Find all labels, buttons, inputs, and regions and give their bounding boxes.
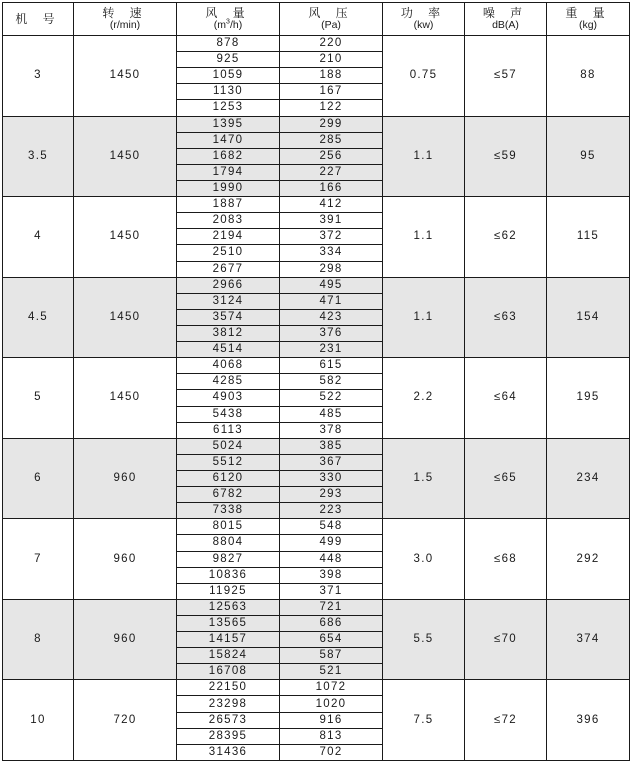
cell-pressure: 223 [280,503,383,519]
cell-airflow: 8804 [177,535,280,551]
header-row [3,3,630,36]
header-speed-unit: (r/min) [109,19,141,31]
cell-airflow: 5438 [177,406,280,422]
cell-pressure: 522 [280,390,383,406]
header-power [383,3,465,36]
cell-airflow: 2510 [177,245,280,261]
cell-power: 1.5 [383,438,465,519]
cell-pressure: 1072 [280,680,383,696]
table-row [3,358,630,374]
cell-pressure: 702 [280,744,383,760]
cell-pressure: 378 [280,422,383,438]
cell-pressure: 495 [280,277,383,293]
cell-pressure: 548 [280,519,383,535]
cell-power: 0.75 [383,36,465,117]
cell-model: 10 [3,680,74,761]
cell-airflow: 925 [177,52,280,68]
cell-power: 1.1 [383,277,465,358]
header-noise [465,3,547,36]
cell-speed: 1450 [74,277,177,358]
cell-pressure: 587 [280,648,383,664]
cell-speed: 1450 [74,358,177,439]
cell-noise: ≤62 [465,197,547,278]
cell-airflow: 13565 [177,615,280,631]
cell-pressure: 1020 [280,696,383,712]
cell-airflow: 8015 [177,519,280,535]
cell-pressure: 686 [280,615,383,631]
cell-airflow: 15824 [177,648,280,664]
cell-pressure: 334 [280,245,383,261]
cell-airflow: 14157 [177,632,280,648]
cell-airflow: 16708 [177,664,280,680]
cell-airflow: 1682 [177,148,280,164]
cell-airflow: 5512 [177,454,280,470]
cell-noise: ≤63 [465,277,547,358]
cell-pressure: 231 [280,342,383,358]
cell-airflow: 1059 [177,68,280,84]
cell-airflow: 6782 [177,487,280,503]
header-speed-label: 转 速 [102,6,148,20]
cell-speed: 1450 [74,197,177,278]
cell-airflow: 4514 [177,342,280,358]
cell-airflow: 11925 [177,583,280,599]
header-model-label: 机 号 [15,12,61,26]
cell-speed: 960 [74,519,177,600]
header-speed [74,3,177,36]
cell-airflow: 4903 [177,390,280,406]
cell-pressure: 167 [280,84,383,100]
cell-airflow: 23298 [177,696,280,712]
cell-pressure: 220 [280,36,383,52]
cell-power: 5.5 [383,599,465,680]
cell-pressure: 423 [280,309,383,325]
cell-airflow: 10836 [177,567,280,583]
header-power-label: 功 率 [400,6,447,20]
airflow-unit-post: /h) [229,19,243,31]
table-row [3,116,630,132]
cell-airflow: 2194 [177,229,280,245]
cell-speed: 960 [74,599,177,680]
header-noise-label: 噪 声 [482,6,529,20]
cell-speed: 960 [74,438,177,519]
header-airflow [177,3,280,36]
cell-pressure: 330 [280,470,383,486]
cell-pressure: 293 [280,487,383,503]
cell-pressure: 615 [280,358,383,374]
cell-pressure: 298 [280,261,383,277]
cell-model: 8 [3,599,74,680]
cell-airflow: 3124 [177,293,280,309]
cell-noise: ≤57 [465,36,547,117]
cell-pressure: 398 [280,567,383,583]
cell-pressure: 210 [280,52,383,68]
cell-power: 2.2 [383,358,465,439]
cell-airflow: 31436 [177,744,280,760]
cell-airflow: 26573 [177,712,280,728]
cell-pressure: 256 [280,148,383,164]
cell-model: 4.5 [3,277,74,358]
cell-airflow: 1990 [177,180,280,196]
cell-airflow: 2677 [177,261,280,277]
table-header [3,3,630,36]
cell-airflow: 2966 [177,277,280,293]
table-row [3,680,630,696]
cell-pressure: 371 [280,583,383,599]
cell-weight: 154 [547,277,630,358]
cell-power: 7.5 [383,680,465,761]
cell-pressure: 391 [280,213,383,229]
cell-noise: ≤65 [465,438,547,519]
cell-weight: 115 [547,197,630,278]
cell-noise: ≤72 [465,680,547,761]
cell-airflow: 1794 [177,164,280,180]
cell-pressure: 499 [280,535,383,551]
table-body [3,36,630,761]
fan-spec-table [2,2,630,761]
cell-airflow: 1887 [177,197,280,213]
cell-weight: 195 [547,358,630,439]
cell-airflow: 12563 [177,599,280,615]
cell-pressure: 367 [280,454,383,470]
cell-model: 4 [3,197,74,278]
cell-noise: ≤59 [465,116,547,197]
cell-pressure: 299 [280,116,383,132]
cell-weight: 292 [547,519,630,600]
cell-airflow: 3574 [177,309,280,325]
cell-pressure: 916 [280,712,383,728]
table-row [3,277,630,293]
cell-airflow: 3812 [177,325,280,341]
cell-power: 1.1 [383,116,465,197]
cell-model: 3 [3,36,74,117]
cell-airflow: 4285 [177,374,280,390]
header-airflow-label: 风 量 [205,6,251,20]
cell-noise: ≤70 [465,599,547,680]
cell-power: 1.1 [383,197,465,278]
header-weight [547,3,630,36]
cell-airflow: 2083 [177,213,280,229]
airflow-unit-pre: (m [213,19,227,31]
cell-pressure: 372 [280,229,383,245]
cell-weight: 88 [547,36,630,117]
cell-airflow: 5024 [177,438,280,454]
cell-pressure: 654 [280,632,383,648]
header-pressure [280,3,383,36]
cell-model: 6 [3,438,74,519]
cell-speed: 720 [74,680,177,761]
cell-airflow: 6113 [177,422,280,438]
cell-weight: 374 [547,599,630,680]
cell-model: 3.5 [3,116,74,197]
cell-speed: 1450 [74,116,177,197]
header-pressure-label: 风 压 [308,6,354,20]
header-airflow-unit [177,19,279,31]
cell-airflow: 1470 [177,132,280,148]
header-weight-label: 重 量 [565,6,611,20]
cell-pressure: 122 [280,100,383,116]
cell-pressure: 813 [280,728,383,744]
cell-pressure: 448 [280,551,383,567]
cell-airflow: 28395 [177,728,280,744]
header-power-unit: (kw) [413,19,434,31]
cell-model: 5 [3,358,74,439]
airflow-unit-sup: 3 [226,18,230,26]
cell-pressure: 285 [280,132,383,148]
cell-noise: ≤68 [465,519,547,600]
cell-airflow: 1253 [177,100,280,116]
table-row [3,197,630,213]
cell-pressure: 412 [280,197,383,213]
cell-pressure: 485 [280,406,383,422]
cell-pressure: 166 [280,180,383,196]
cell-airflow: 1130 [177,84,280,100]
cell-pressure: 188 [280,68,383,84]
cell-pressure: 227 [280,164,383,180]
header-weight-unit: (kg) [578,19,598,31]
cell-pressure: 521 [280,664,383,680]
cell-pressure: 582 [280,374,383,390]
header-pressure-unit: (Pa) [321,19,341,31]
table-row [3,438,630,454]
cell-speed: 1450 [74,36,177,117]
cell-weight: 234 [547,438,630,519]
cell-pressure: 721 [280,599,383,615]
table-row [3,36,630,52]
table-row [3,599,630,615]
cell-weight: 396 [547,680,630,761]
cell-airflow: 878 [177,36,280,52]
cell-model: 7 [3,519,74,600]
cell-airflow: 4068 [177,358,280,374]
cell-airflow: 7338 [177,503,280,519]
cell-pressure: 385 [280,438,383,454]
cell-airflow: 22150 [177,680,280,696]
cell-airflow: 9827 [177,551,280,567]
header-noise-unit: dB(A) [492,19,519,31]
cell-power: 3.0 [383,519,465,600]
cell-pressure: 376 [280,325,383,341]
cell-pressure: 471 [280,293,383,309]
header-model [3,3,74,36]
cell-weight: 95 [547,116,630,197]
cell-airflow: 1395 [177,116,280,132]
table-row [3,519,630,535]
cell-airflow: 6120 [177,470,280,486]
cell-noise: ≤64 [465,358,547,439]
